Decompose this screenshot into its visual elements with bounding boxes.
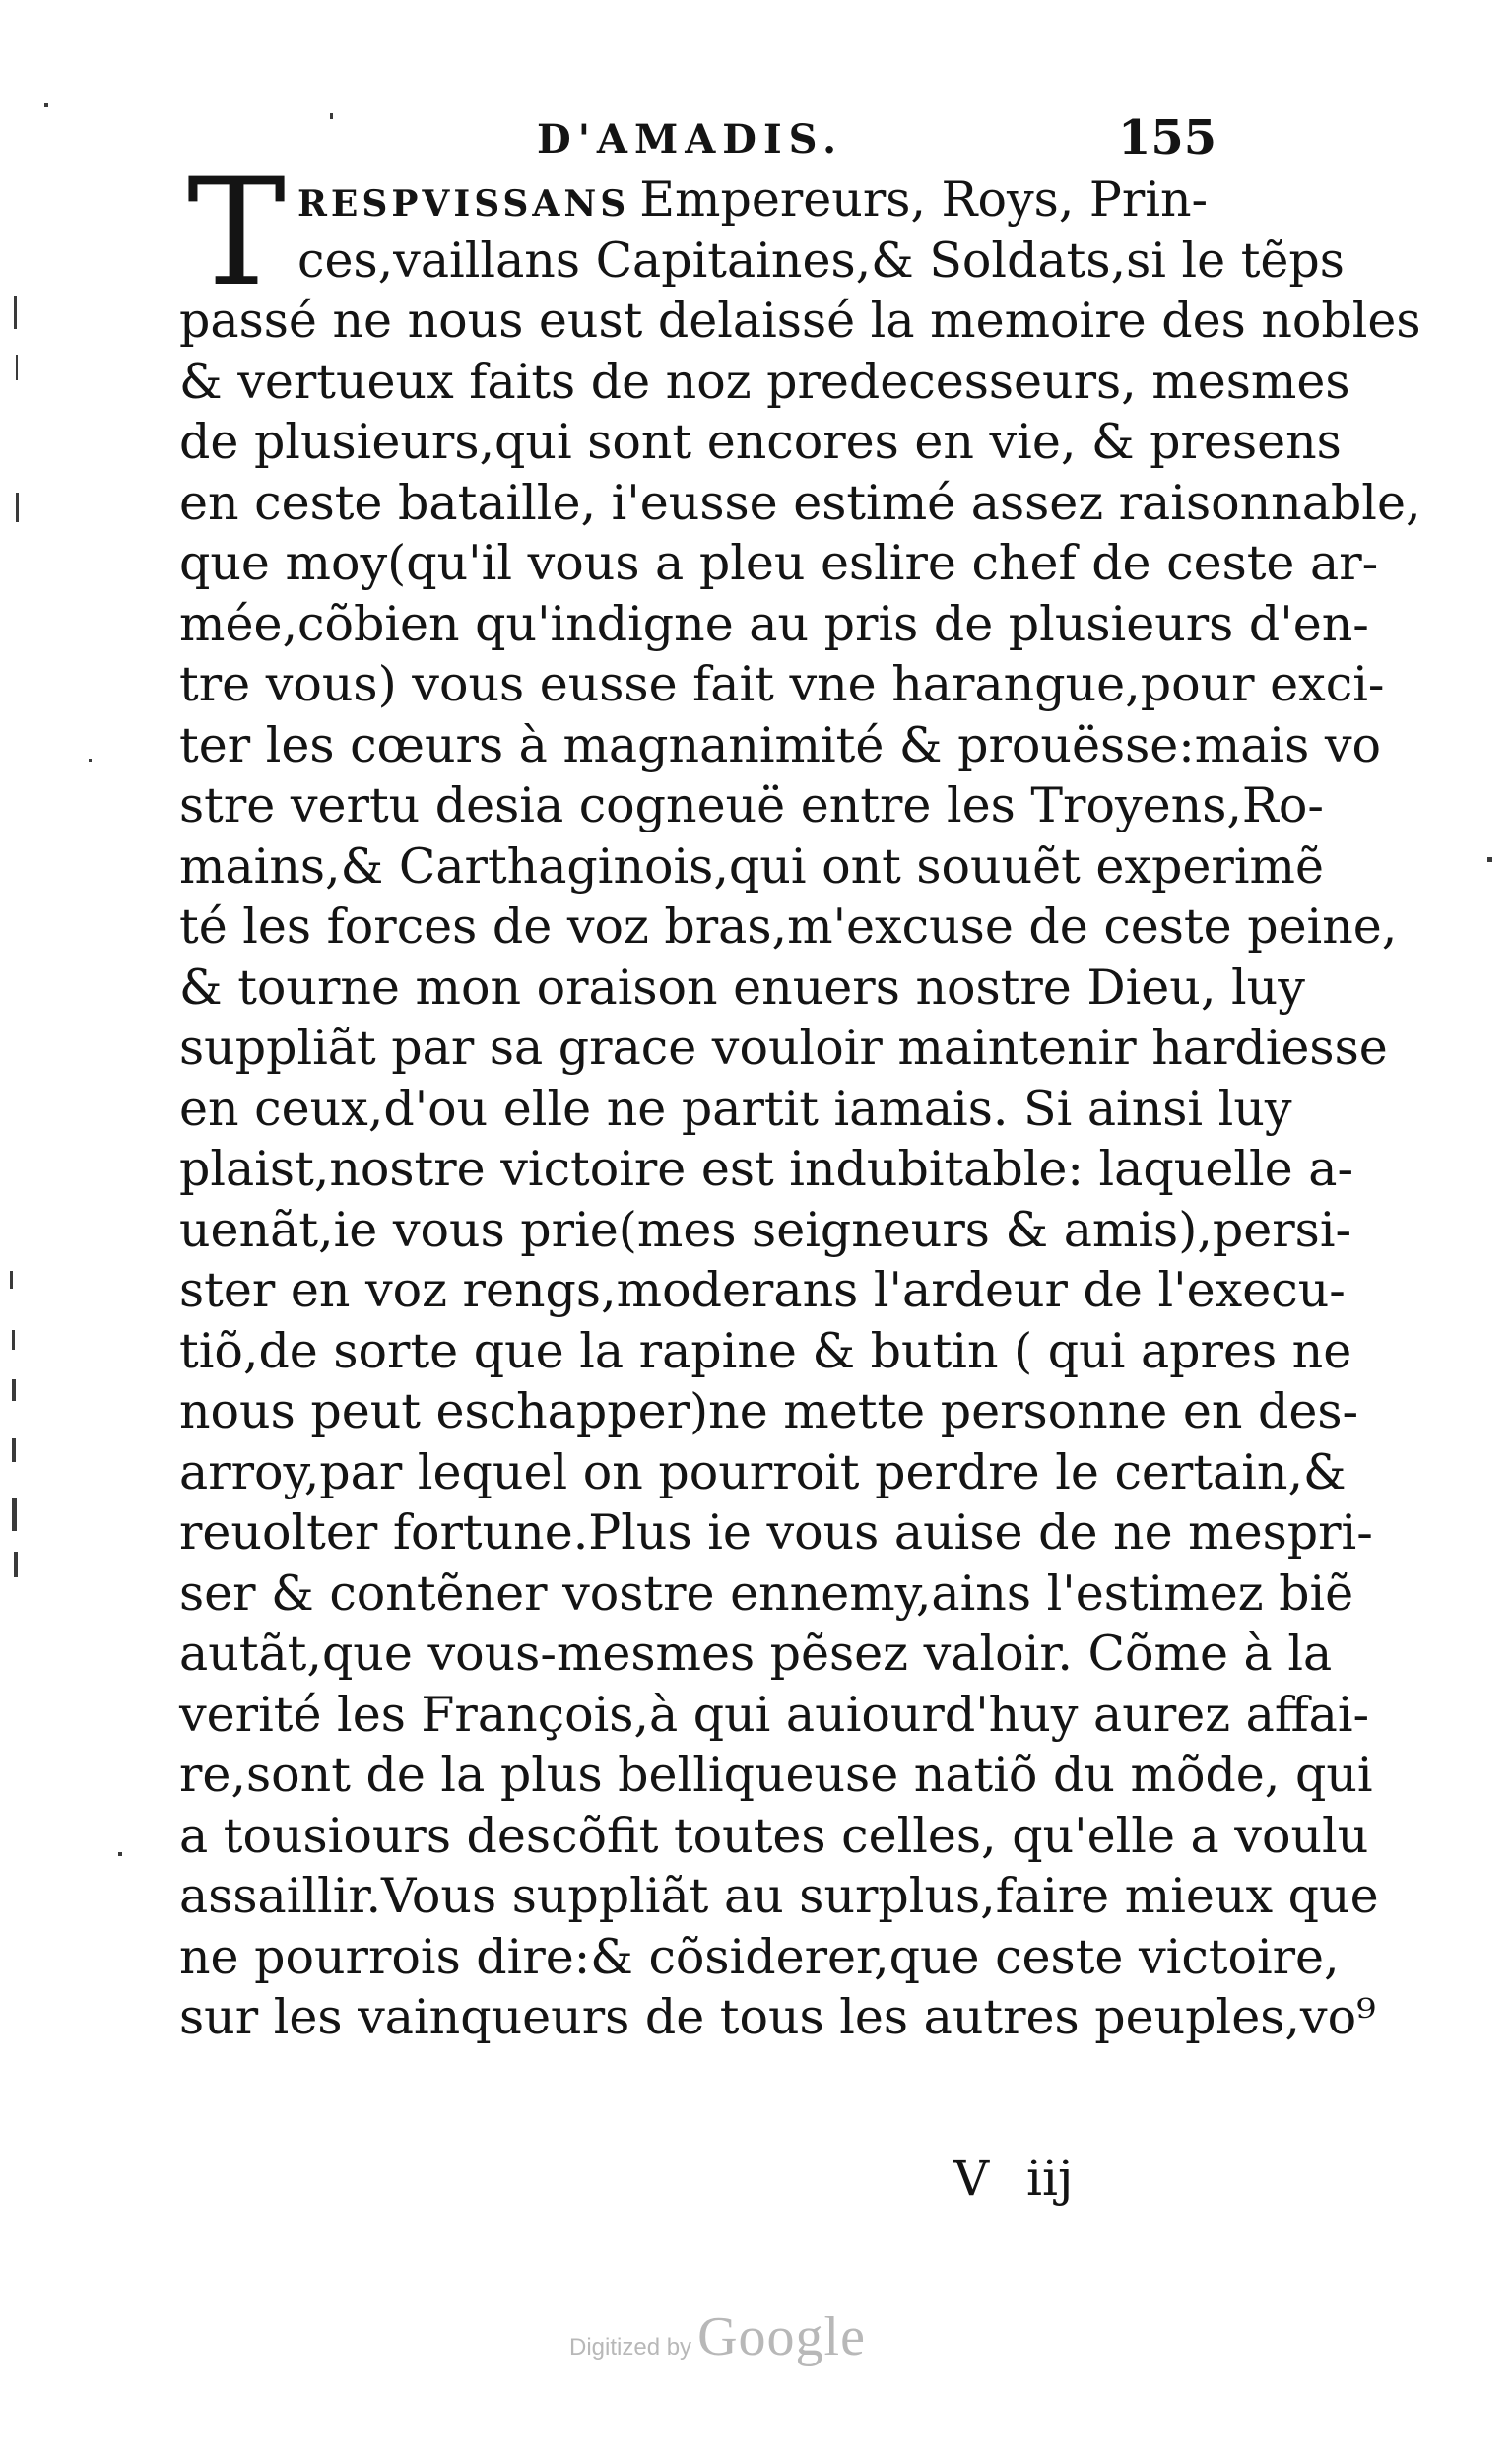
text-line: & tourne mon oraison enuers nostre Dieu, luy bbox=[179, 959, 1305, 1016]
text-line: passé ne nous eust delaissé la memoire des nobles bbox=[179, 293, 1421, 349]
digitized-watermark bbox=[569, 2305, 866, 2368]
signature-mark: V iij bbox=[953, 2150, 1074, 2207]
text-line: arroy,par lequel on pourroit perdre le certain,& bbox=[179, 1443, 1347, 1500]
margin-speck bbox=[10, 1271, 13, 1289]
margin-speck bbox=[89, 759, 92, 762]
text-line: re,sont de la plus belliqueuse natiõ du mõde, qui bbox=[179, 1747, 1373, 1803]
text-line: suppliãt par sa grace vouloir maintenir hardiesse bbox=[179, 1020, 1388, 1076]
text-line: uenãt,ie vous prie(mes seigneurs & amis),persi- bbox=[179, 1201, 1352, 1258]
text-line: & vertueux faits de noz predecesseurs, mesmes bbox=[179, 353, 1350, 410]
body-text bbox=[179, 148, 1421, 2048]
text-line: a tousiours descõfit toutes celles, qu'elle a voulu bbox=[179, 1807, 1369, 1864]
text-line: stre vertu desia cogneuë entre les Troyens,Ro- bbox=[179, 777, 1324, 833]
line-text: ces,vaillans Capitaines,& Soldats,si le tẽps bbox=[297, 232, 1345, 289]
text-line: sur les vainqueurs de tous les autres peuples,vo⁹ bbox=[179, 1989, 1376, 2045]
text-line: ster en voz rengs,moderans l'ardeur de l'execu- bbox=[179, 1262, 1346, 1318]
text-line: mée,cõbien qu'indigne au pris de plusieurs d'en- bbox=[179, 595, 1369, 652]
text-line: autãt,que vous-mesmes pẽsez valoir. Cõme à la bbox=[179, 1626, 1333, 1682]
running-head: D'AMADIS. bbox=[537, 116, 844, 163]
margin-speck bbox=[14, 1552, 18, 1577]
first-line-content bbox=[179, 169, 1208, 235]
text-line: tre vous) vous eusse fait vne harangue,pour exci- bbox=[179, 656, 1385, 712]
margin-speck bbox=[16, 355, 18, 380]
text-line: ter les cœurs à magnanimité & prouësse:mais vo bbox=[179, 716, 1381, 773]
margin-speck bbox=[12, 1330, 15, 1350]
drop-cap: T bbox=[187, 148, 287, 319]
text-line bbox=[179, 231, 1345, 292]
text-line: en ceste bataille, i'eusse estimé assez raisonnable, bbox=[179, 474, 1421, 531]
lead-capitals: RESPVISSANS bbox=[297, 183, 630, 225]
text-line: de plusieurs,qui sont encores en vie, & presens bbox=[179, 414, 1342, 470]
watermark-digitized-label: Digitized by bbox=[569, 2334, 692, 2361]
margin-speck bbox=[12, 1438, 16, 1462]
text-line: tiõ,de sorte que la rapine & butin ( qui apres ne bbox=[179, 1322, 1352, 1379]
margin-speck bbox=[1487, 857, 1492, 862]
line-text: Empereurs, Roys, Prin- bbox=[639, 171, 1209, 228]
text-line: nous peut eschapper)ne mette personne en des- bbox=[179, 1383, 1359, 1439]
margin-speck bbox=[16, 493, 19, 522]
page-number: 155 bbox=[1118, 110, 1217, 166]
margin-speck bbox=[118, 1852, 122, 1856]
watermark-google-logo: Google bbox=[697, 2306, 866, 2367]
margin-speck bbox=[330, 113, 333, 119]
text-line: ne pourrois dire:& cõsiderer,que ceste victoire, bbox=[179, 1928, 1340, 1985]
text-line: ser & contẽner vostre ennemy,ains l'estimez biẽ bbox=[179, 1564, 1354, 1622]
text-line bbox=[179, 169, 1273, 231]
text-line: mains,& Carthaginois,qui ont souuẽt experimẽ bbox=[179, 837, 1324, 895]
text-line: que moy(qu'il vous a pleu eslire chef de ceste ar- bbox=[179, 535, 1379, 591]
text-line: reuolter fortune.Plus ie vous auise de ne mespri- bbox=[179, 1504, 1373, 1561]
text-line: plaist,nostre victoire est indubitable: laquelle a- bbox=[179, 1141, 1354, 1197]
text-line: en ceux,d'ou elle ne partit iamais. Si ainsi luy bbox=[179, 1080, 1292, 1137]
margin-speck bbox=[12, 1379, 16, 1401]
margin-speck bbox=[12, 1498, 17, 1531]
text-line: verité les François,à qui auiourd'huy aurez affai- bbox=[179, 1686, 1370, 1743]
margin-speck bbox=[14, 296, 17, 329]
text-line: assaillir.Vous suppliãt au surplus,faire mieux que bbox=[179, 1868, 1379, 1924]
margin-speck bbox=[44, 103, 48, 107]
text-line: té les forces de voz bras,m'excuse de ceste peine, bbox=[179, 899, 1398, 955]
